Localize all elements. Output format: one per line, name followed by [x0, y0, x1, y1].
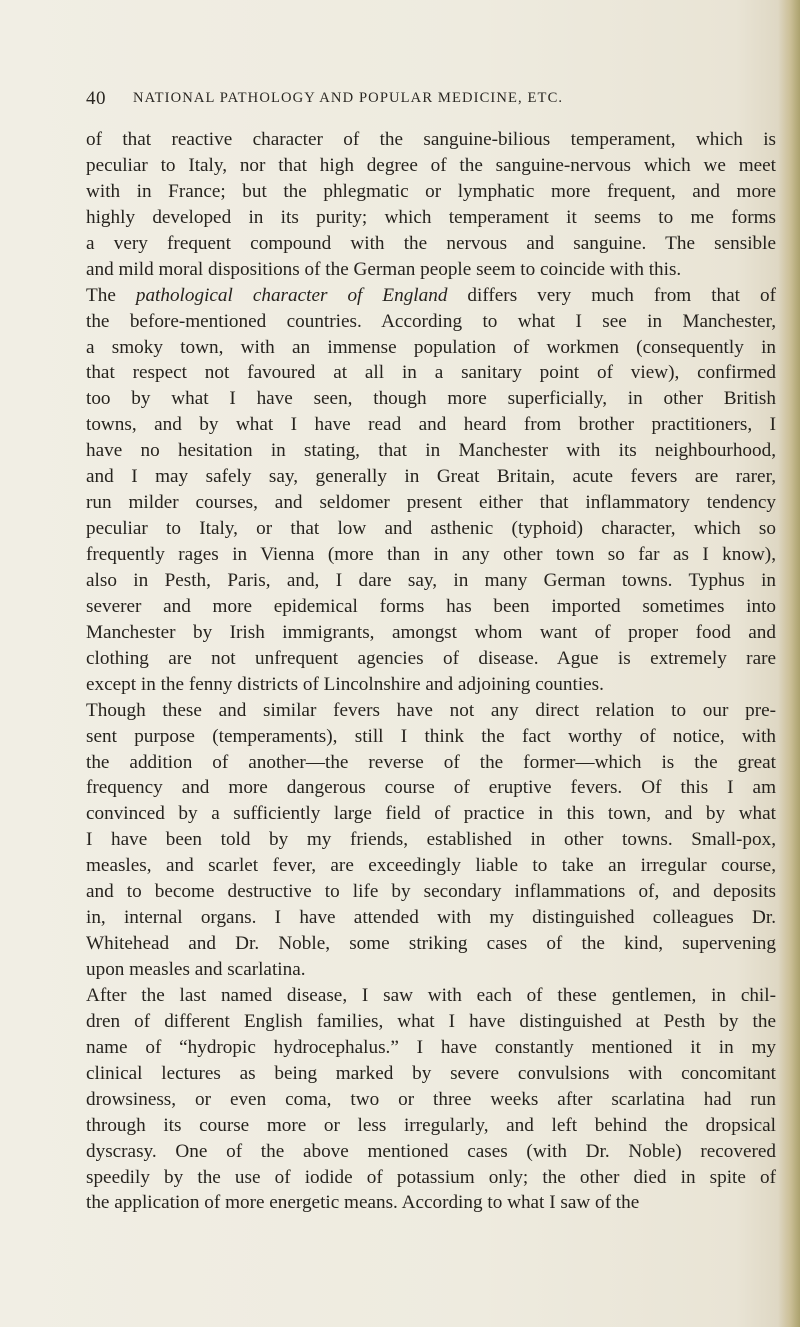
text-line: and mild moral dispositions of the German people seem to coincide with this. [86, 258, 682, 280]
text-line: sent purpose (temperaments), still I think the fact worthy of notice, with [86, 725, 776, 747]
text-line: with in France; but the phlegmatic or lymphatic more frequent, and more [86, 180, 776, 202]
running-head: NATIONAL PATHOLOGY AND POPULAR MEDICINE, ETC. [133, 90, 564, 106]
text-line: peculiar to Italy, or that low and asthenic (typhoid) character, which so [86, 518, 776, 540]
text-line: upon measles and scarlatina. [86, 959, 306, 980]
page-number: 40 [86, 88, 106, 109]
text-line: The pathological character of England differs very much from that of [86, 284, 776, 306]
text-line: I have been told by my friends, established in other towns. Small-pox, [86, 829, 776, 851]
text-line: a very frequent compound with the nervous and sanguine. The sensible [86, 232, 776, 254]
text-line: that respect not favoured at all in a sanitary point of view), confirmed [86, 362, 776, 384]
text-line: and to become destructive to life by secondary inflammations of, and deposits [86, 881, 776, 903]
text-line: of that reactive character of the sanguine-bilious temperament, which is [86, 129, 776, 150]
text-line: too by what I have seen, though more superficially, in other British [86, 388, 776, 410]
text-line: Manchester by Irish immigrants, amongst whom want of proper food and [86, 621, 776, 643]
text-line: dyscrasy. One of the above mentioned cases (with Dr. Noble) recovered [86, 1140, 776, 1162]
text-line: a smoky town, with an immense population of workmen (consequently in [86, 336, 776, 358]
page-header [86, 88, 776, 112]
text-line: After the last named disease, I saw with each of these gentlemen, in chil- [86, 984, 776, 1006]
body-text [86, 127, 776, 1216]
italic-phrase: pathological character of England [135, 284, 448, 306]
text-line: also in Pesth, Paris, and, I dare say, in many German towns. Typhus in [86, 569, 776, 591]
text-line: frequently rages in Vienna (more than in any other town so far as I know), [86, 544, 776, 565]
text-line: frequency and more dangerous course of eruptive fevers. Of this I am [86, 777, 776, 799]
page-edge-shadow [778, 0, 800, 1327]
text-line: the application of more energetic means. According to what I saw of the [86, 1192, 640, 1214]
text-line: speedily by the use of iodide of potassium only; the other died in spite of [86, 1166, 776, 1188]
text-line: severer and more epidemical forms has been imported sometimes into [86, 595, 776, 617]
text-line: clothing are not unfrequent agencies of disease. Ague is extremely rare [86, 647, 776, 669]
text-line: dren of different English families, what I have distinguished at Pesth by the [86, 1010, 776, 1032]
text-line: except in the fenny districts of Lincolnshire and adjoining counties. [86, 673, 604, 695]
text-line: highly developed in its purity; which temperament it seems to me forms [86, 206, 776, 228]
text-line: towns, and by what I have read and heard from brother practitioners, I [86, 414, 776, 436]
text-line: run milder courses, and seldomer present either that inflammatory tendency [86, 492, 776, 514]
text-line: the addition of another—the reverse of the former—which is the great [86, 751, 776, 773]
text-line: clinical lectures as being marked by severe convulsions with concomitant [86, 1062, 776, 1084]
text-line: drowsiness, or even coma, two or three weeks after scarlatina had run [86, 1088, 776, 1110]
text-line: and I may safely say, generally in Great Britain, acute fevers are rarer, [86, 466, 776, 488]
text-line: name of “hydropic hydrocephalus.” I have constantly mentioned it in my [86, 1036, 776, 1058]
text-line: convinced by a sufficiently large field of practice in this town, and by what [86, 803, 776, 825]
text-line: Though these and similar fevers have not any direct relation to our pre- [86, 699, 776, 721]
text-line: measles, and scarlet fever, are exceedingly liable to take an irregular course, [86, 855, 776, 877]
text-line: in, internal organs. I have attended with my distinguished colleagues Dr. [86, 907, 776, 929]
text-line: have no hesitation in stating, that in Manchester with its neighbourhood, [86, 440, 776, 462]
text-line: the before-mentioned countries. According to what I see in Manchester, [86, 310, 776, 332]
text-line: Whitehead and Dr. Noble, some striking cases of the kind, supervening [86, 933, 776, 955]
text-line: through its course more or less irregularly, and left behind the dropsical [86, 1114, 776, 1136]
text-line: peculiar to Italy, nor that high degree of the sanguine-nervous which we meet [86, 154, 776, 176]
